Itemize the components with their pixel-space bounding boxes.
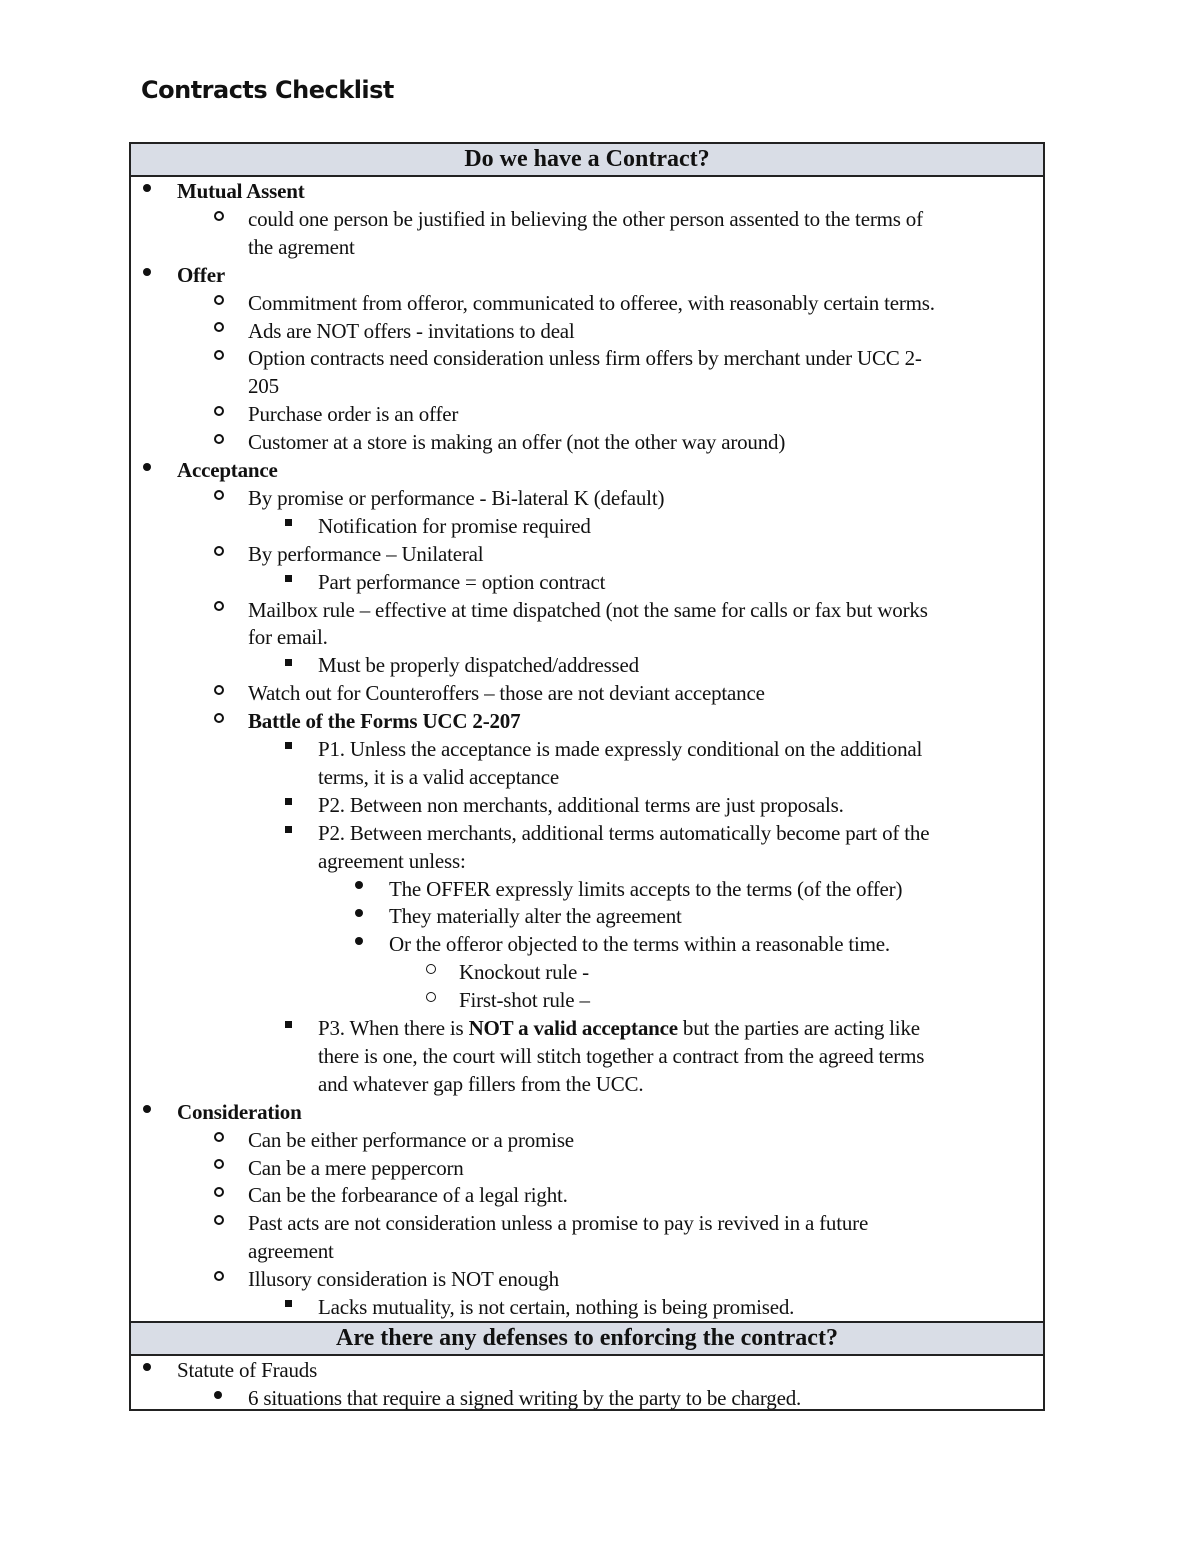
bullet-dot-icon (355, 881, 363, 889)
section-body-contract (131, 177, 1043, 1321)
list-item (131, 400, 1043, 428)
list-item (131, 512, 1043, 540)
list-item-text-emphasis: NOT a valid acceptance (468, 1016, 678, 1040)
list-item-text: there is one, the court will stitch together a contract from the agreed terms (318, 1043, 925, 1068)
checklist-table (129, 142, 1045, 1411)
list-item-text: Ads are NOT offers - invitations to deal (248, 318, 575, 343)
bullet-circle-icon (214, 490, 224, 500)
list-item (131, 707, 1043, 735)
bullet-dot-icon (143, 184, 151, 192)
list-item-text: P2. Between merchants, additional terms automatically become part of the (318, 820, 930, 845)
list-item-text: First-shot rule – (459, 988, 590, 1013)
list-item (131, 735, 1043, 763)
list-item (131, 177, 1043, 205)
bullet-dot-icon (143, 1105, 151, 1113)
list-item-text: and whatever gap fillers from the UCC. (318, 1071, 644, 1096)
list-item-text-part: but the parties are acting like (677, 1016, 920, 1040)
bullet-circle-icon (214, 1159, 224, 1169)
bullet-square-icon (285, 659, 292, 666)
bullet-circle-icon (214, 685, 224, 695)
list-item-heading: Battle of the Forms UCC 2-207 (248, 709, 521, 734)
list-item-text: agreement (248, 1239, 334, 1264)
list-item (131, 791, 1043, 819)
list-item-text: Lacks mutuality, is not certain, nothing is being promised. (318, 1295, 795, 1319)
bullet-circle-icon (214, 1187, 224, 1197)
list-item-text: Customer at a store is making an offer (not the other way around) (248, 430, 786, 455)
list-item (131, 986, 1043, 1014)
list-item (131, 1265, 1043, 1293)
section-body-defenses (131, 1356, 1043, 1409)
list-item-continuation (131, 763, 1043, 791)
list-item (131, 1209, 1043, 1237)
list-item-text: The OFFER expressly limits accepts to the terms (of the offer) (389, 876, 903, 901)
list-item (131, 568, 1043, 596)
list-item (131, 819, 1043, 847)
list-item-heading: Mutual Assent (177, 179, 305, 203)
list-item-text: Statute of Frauds (177, 1358, 318, 1382)
list-item (131, 596, 1043, 624)
list-item-text: They materially alter the agreement (389, 904, 682, 929)
bullet-circle-icon (214, 1215, 224, 1225)
list-item (131, 958, 1043, 986)
bullet-circle-icon (214, 211, 224, 221)
bullet-square-icon (285, 798, 292, 805)
list-item-text: 205 (248, 374, 279, 399)
list-item-text: could one person be justified in believing the other person assented to the terms of (248, 206, 923, 231)
list-item (131, 679, 1043, 707)
bullet-circle-icon (214, 350, 224, 360)
bullet-square-icon (285, 575, 292, 582)
list-item-text: P2. Between non merchants, additional terms are just proposals. (318, 792, 844, 817)
list-item-continuation (131, 847, 1043, 875)
list-item (131, 1126, 1043, 1154)
list-item-text: Knockout rule - (459, 960, 589, 985)
list-item-text: 6 situations that require a signed writing by the party to be charged. (248, 1385, 802, 1410)
list-item-text: Or the offeror objected to the terms within a reasonable time. (389, 932, 890, 957)
list-item-continuation (131, 1042, 1043, 1070)
list-item-heading: Acceptance (177, 458, 278, 482)
bullet-square-icon (285, 519, 292, 526)
bullet-dot-icon (143, 463, 151, 471)
list-item (131, 456, 1043, 484)
bullet-hollow-circle-icon (426, 992, 436, 1002)
list-item-text (318, 1014, 1029, 1042)
list-item (131, 317, 1043, 345)
list-item-text: Past acts are not consideration unless a promise to pay is revived in a future (248, 1211, 869, 1236)
list-item (131, 344, 1043, 372)
list-item (131, 651, 1043, 679)
bullet-circle-icon (214, 546, 224, 556)
bullet-circle-icon (214, 1271, 224, 1281)
list-item-text: Purchase order is an offer (248, 402, 459, 427)
list-item (131, 428, 1043, 456)
list-item-text-part: P3. When there is (318, 1016, 469, 1040)
list-item (131, 261, 1043, 289)
bullet-circle-icon (214, 713, 224, 723)
list-item-text: Option contracts need consideration unless firm offers by merchant under UCC 2- (248, 346, 922, 371)
bullet-square-icon (285, 742, 292, 749)
bullet-circle-icon (214, 1132, 224, 1142)
list-item-continuation (131, 623, 1043, 651)
section-header-contract: Do we have a Contract? (131, 144, 1043, 177)
bullet-dot-icon (143, 1363, 151, 1371)
bullet-circle-icon (214, 295, 224, 305)
list-item (131, 1384, 1043, 1412)
list-item (131, 205, 1043, 233)
bullet-circle-icon (214, 406, 224, 416)
list-item-text: Can be either performance or a promise (248, 1127, 574, 1152)
list-item-text: Watch out for Counteroffers – those are not deviant acceptance (248, 681, 765, 706)
list-item (131, 930, 1043, 958)
bullet-hollow-circle-icon (426, 964, 436, 974)
bullet-circle-icon (214, 601, 224, 611)
list-item-continuation (131, 1070, 1043, 1098)
bullet-dot-icon (214, 1391, 222, 1399)
list-item-continuation (131, 233, 1043, 261)
list-item-text: Can be the forbearance of a legal right. (248, 1183, 568, 1208)
list-item-continuation (131, 1237, 1043, 1265)
list-item-text: Part performance = option contract (318, 569, 606, 594)
list-item-continuation (131, 372, 1043, 400)
list-item (131, 484, 1043, 512)
list-item (131, 289, 1043, 317)
bullet-square-icon (285, 1300, 292, 1307)
bullet-square-icon (285, 826, 292, 833)
section-header-defenses: Are there any defenses to enforcing the contract? (131, 1321, 1043, 1356)
document-title: Contracts Checklist (141, 76, 394, 104)
list-item (131, 1293, 1043, 1321)
list-item-text: agreement unless: (318, 848, 466, 873)
list-item-text: the agrement (248, 234, 355, 259)
list-item-heading: Consideration (177, 1099, 302, 1124)
list-item-text: Notification for promise required (318, 513, 591, 538)
list-item-text: P1. Unless the acceptance is made expressly conditional on the additional (318, 737, 923, 761)
bullet-dot-icon (355, 909, 363, 917)
bullet-square-icon (285, 1021, 292, 1028)
list-item (131, 1098, 1043, 1126)
list-item-text: terms, it is a valid acceptance (318, 764, 560, 789)
list-item (131, 1154, 1043, 1182)
list-item-text: Mailbox rule – effective at time dispatched (not the same for calls or fax but works (248, 597, 928, 622)
list-item (131, 875, 1043, 903)
list-item-text: Must be properly dispatched/addressed (318, 653, 639, 678)
list-item-text: Can be a mere peppercorn (248, 1155, 464, 1180)
list-item (131, 1181, 1043, 1209)
bullet-dot-icon (143, 268, 151, 276)
list-item-text: By promise or performance - Bi-lateral K (default) (248, 485, 665, 510)
bullet-dot-icon (355, 937, 363, 945)
list-item-text: Illusory consideration is NOT enough (248, 1267, 559, 1292)
list-item (131, 1014, 1043, 1042)
list-item (131, 902, 1043, 930)
list-item (131, 1356, 1043, 1384)
list-item-text: for email. (248, 625, 328, 650)
bullet-circle-icon (214, 434, 224, 444)
list-item-text: Commitment from offeror, communicated to offeree, with reasonably certain terms. (248, 290, 935, 315)
list-item (131, 540, 1043, 568)
bullet-circle-icon (214, 322, 224, 332)
list-item-text: By performance – Unilateral (248, 541, 484, 566)
list-item-heading: Offer (177, 262, 225, 287)
